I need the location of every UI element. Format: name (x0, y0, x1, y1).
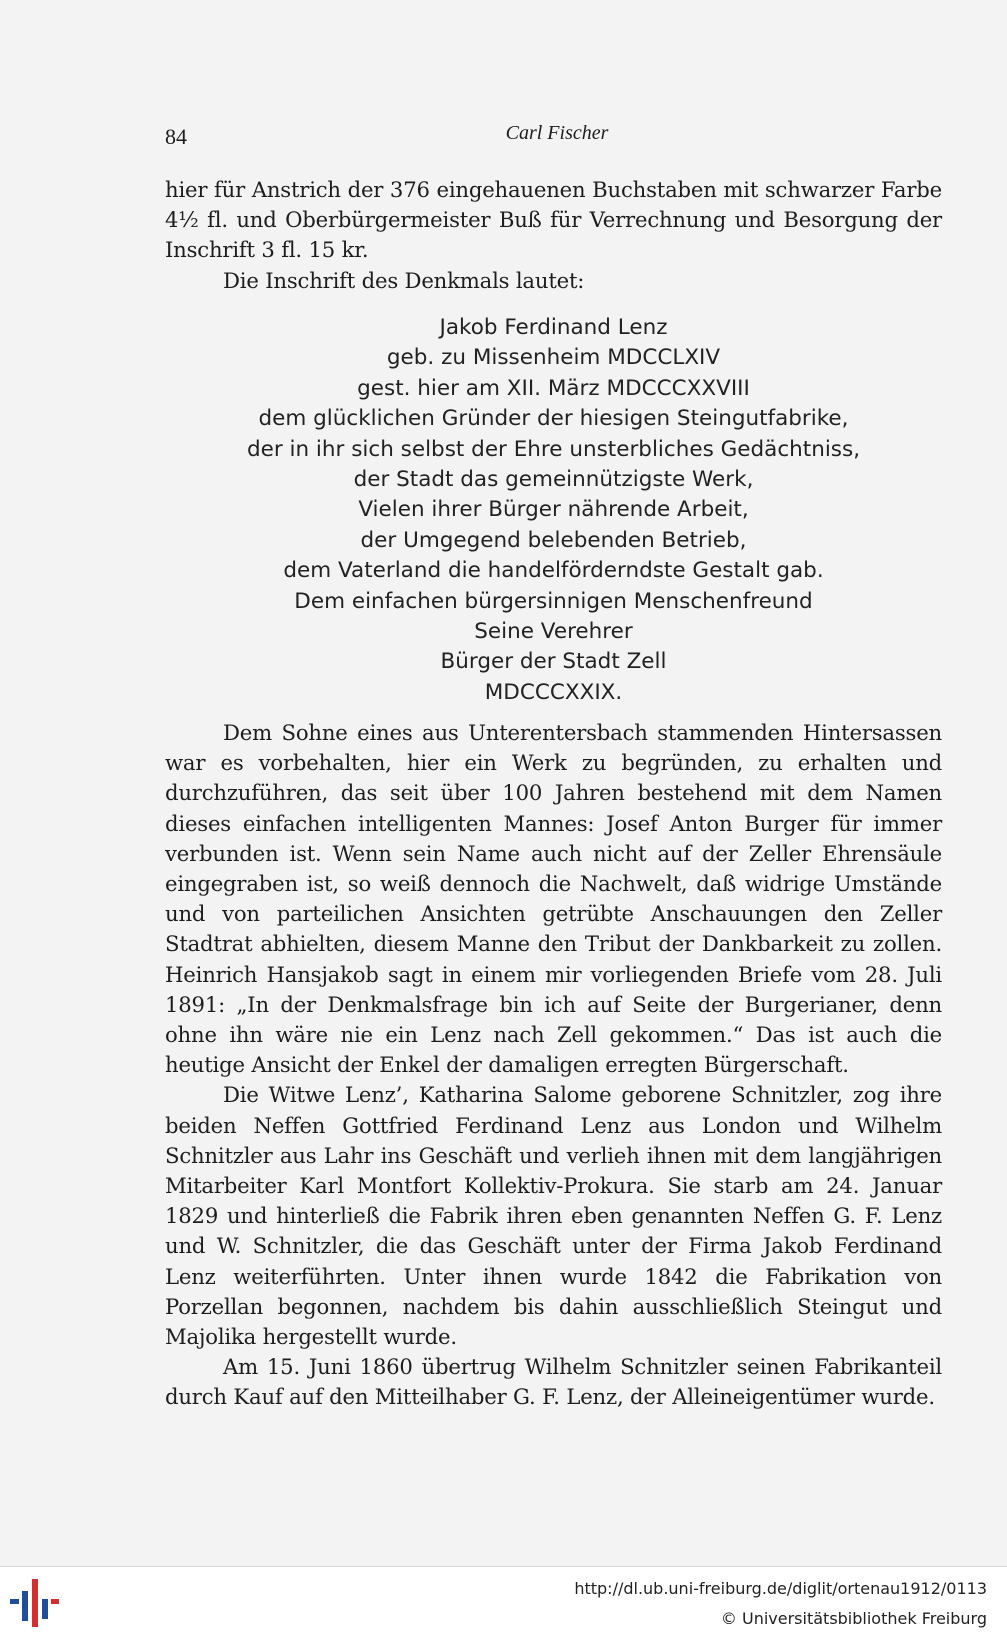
inscription-line: dem Vaterland die handelförderndste Gestalt gab. (283, 558, 824, 584)
inscription-line: der Stadt das gemeinnützigste Werk, (353, 467, 754, 493)
body-paragraph: Am 15. Juni 1860 übertrug Wilhelm Schnitzler seinen Fabrikanteil durch Kauf auf den Mitteilhaber G. F. Lenz, der Alleineigentümer wurde. (165, 1354, 942, 1410)
body-paragraph: Dem Sohne eines aus Unterentersbach stammenden Hintersassen war es vorbehalten, hier ein Werk zu begründen, zu erhalten und durchzuführen, das seit über 100 Jahren bestehend mit dem Namen dieses einfachen intelligenten Mannes: Josef Anton Burger für immer verbunden ist. Wenn sein Name auch nicht auf der Zeller Ehrensäule eingegraben ist, so weiß dennoch die Nachwelt, daß widrige Umstände und von parteilichen Ansichten getrübte Anschauungen den Zeller Stadtrat abhielten, diesem Manne den Tribut der Dankbarkeit zu zollen. Heinrich Hansjakob sagt in einem mir vorliegenden Briefe vom 28. Juli 1891: „In der Denkmalsfrage bin ich auf Seite der Burgerianer, denn ohne ihn wäre nie ein Lenz nach Zell gekommen.“ Das ist auch die heutige Ansicht der Enkel der damaligen erregten Bürgerschaft. (165, 720, 942, 1078)
copyright-notice: © Universitätsbibliothek Freiburg (720, 1609, 987, 1628)
inscription-line: Seine Verehrer (474, 619, 633, 645)
inscription-line: geb. zu Missenheim MDCCLXIV (386, 345, 721, 371)
inscription-lead: Die Inschrift des Denkmals lautet: (223, 267, 585, 293)
intro-paragraph: hier für Anstrich der 376 eingehauenen Buchstaben mit schwarzer Farbe 4½ fl. und Oberbürgermeister Buß für Verrechnung und Besorgung der Inschrift 3 fl. 15 kr. (165, 177, 942, 263)
inscription-line: Vielen ihrer Bürger nährende Arbeit, (358, 497, 749, 523)
inscription-line: Jakob Ferdinand Lenz (439, 315, 668, 340)
body-paragraph: Die Witwe Lenz’, Katharina Salome geborene Schnitzler, zog ihre beiden Neffen Gottfried Ferdinand Lenz aus London und Wilhelm Schnitzler aus Lahr ins Geschäft und verlieh ihnen mit dem langjährigen Mitarbeiter Karl Montfort Kollektiv-Prokura. Sie starb am 24. Januar 1829 und hinterließ die Fabrik ihren eben genannten Neffen G. F. Lenz und W. Schnitzler, die das Geschäft unter der Firma Jakob Ferdinand Lenz weiterführten. Unter ihnen wurde 1842 die Fabrikation von Porzellan begonnen, nachdem bis dahin ausschließlich Steingut und Majolika hergestellt wurde. (165, 1082, 942, 1350)
page-number: 84 (165, 124, 187, 149)
inscription-line: MDCCCXXIX. (484, 679, 623, 705)
inscription-block (165, 313, 942, 708)
viewer-footer (0, 1566, 1007, 1639)
inscription-line: Dem einfachen bürgersinnigen Menschenfreund (294, 588, 813, 614)
intro-text (165, 175, 942, 296)
inscription-line: der Umgegend belebenden Betrieb, (360, 527, 747, 553)
inscription-line: Bürger der Stadt Zell (440, 649, 667, 675)
page-header (165, 118, 945, 148)
permalink-link[interactable]: http://dl.ub.uni-freiburg.de/diglit/ortenau1912/0113 (574, 1579, 987, 1598)
ub-freiburg-logo-icon[interactable] (8, 1577, 60, 1629)
inscription-line: gest. hier am XII. März MDCCCXXVIII (357, 375, 750, 401)
inscription-line: der in ihr sich selbst der Ehre unsterbliches Gedächtniss, (246, 436, 861, 462)
inscription-line: dem glücklichen Gründer der hiesigen Steingutfabrike, (258, 406, 849, 432)
running-head: Carl Fischer (505, 122, 609, 144)
main-text (165, 718, 942, 1413)
